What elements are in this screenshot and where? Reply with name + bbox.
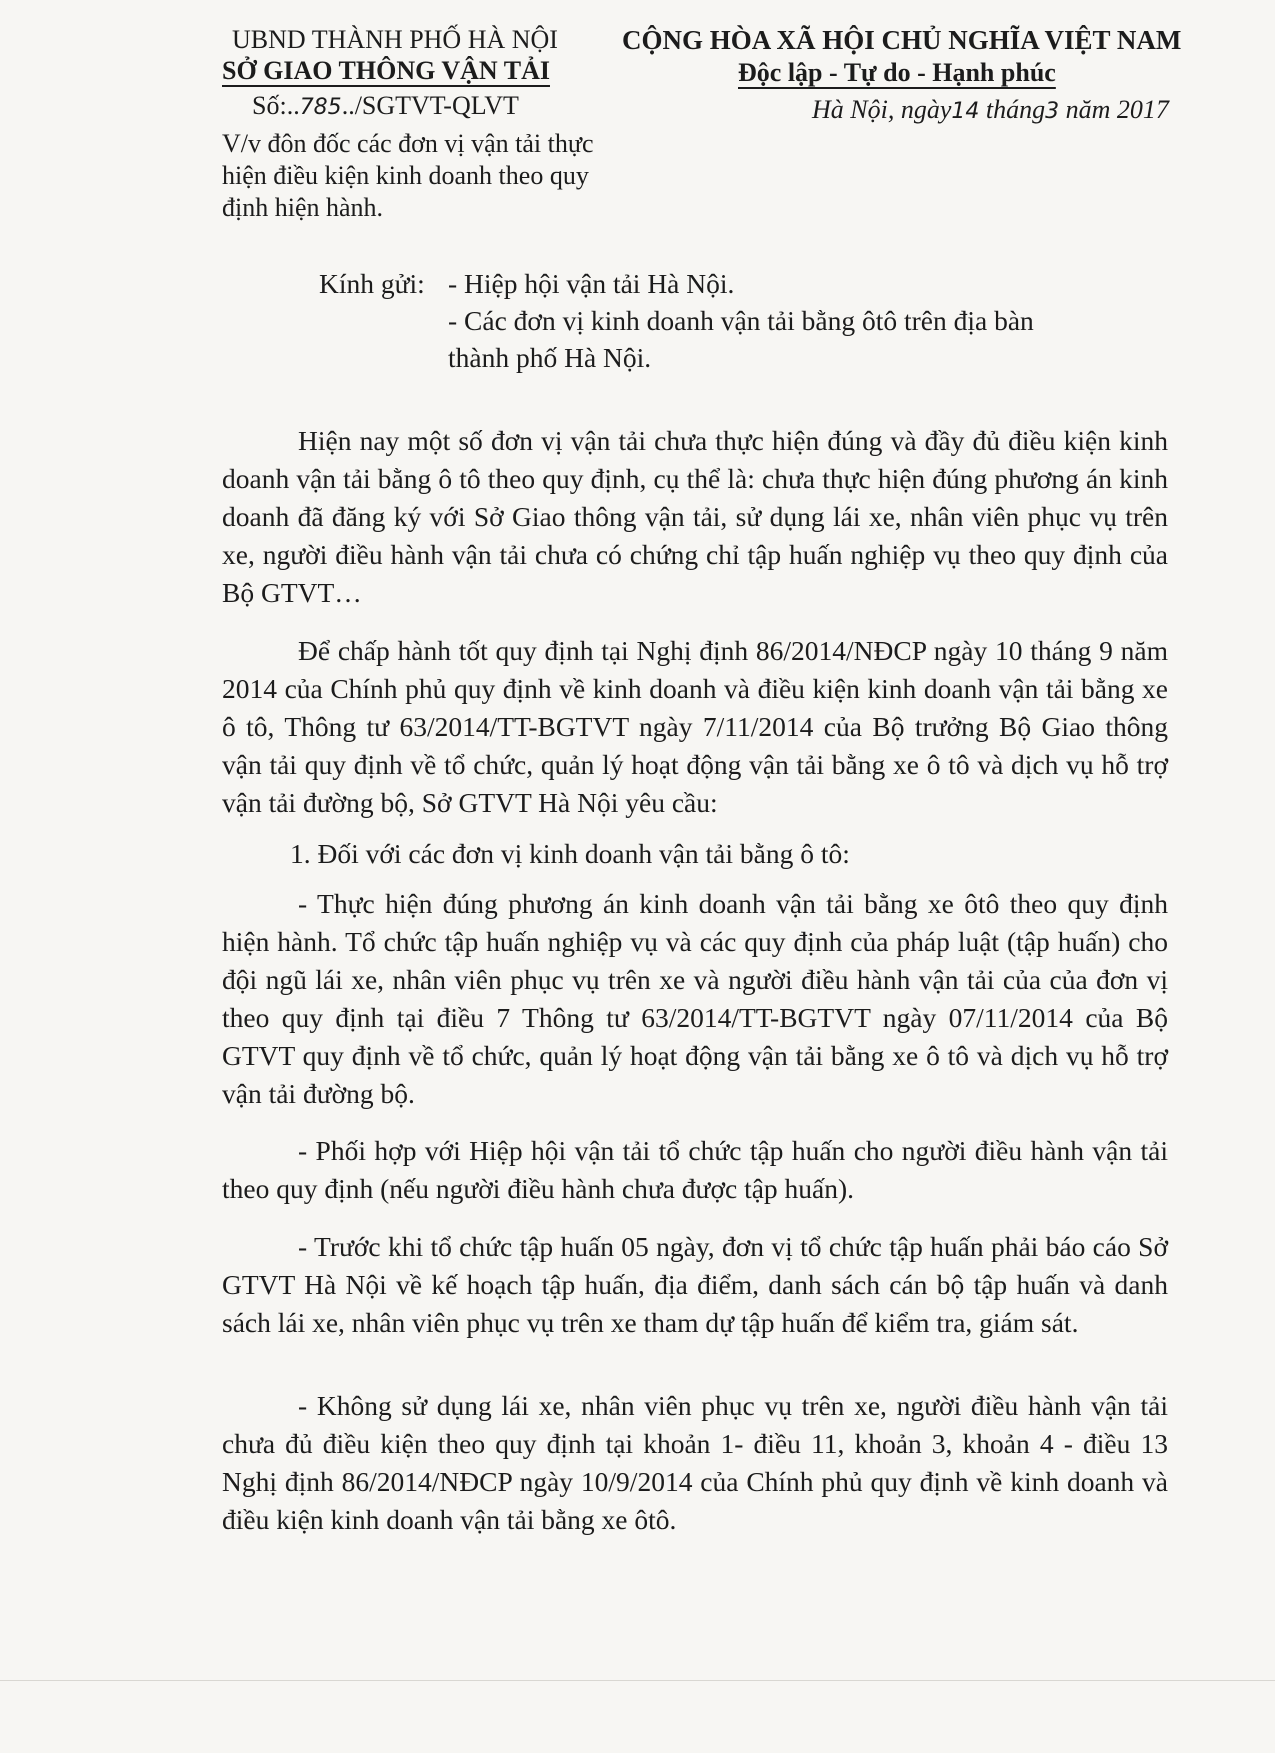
subject-line-3: định hiện hành. xyxy=(222,193,384,222)
page-bottom-edge xyxy=(0,1680,1275,1681)
issue-date-month-label: tháng xyxy=(985,95,1046,124)
document-number-handwritten: 785 xyxy=(299,95,342,120)
paragraph-2: Để chấp hành tốt quy định tại Nghị định 86/2014/NĐCP ngày 10 tháng 9 năm 2014 của Chính phủ quy định về kinh doanh và điều kiện kinh doanh vận tải bằng xe ô tô, Thông tư 63/2014/TT-BGTVT ngày 7/11/2014 của Bộ trưởng Bộ Giao thông vận tải quy định về tổ chức, quản lý hoạt động vận tải bằng xe ô tô và dịch vụ hỗ trợ vận tải đường bộ, Sở GTVT Hà Nội yêu cầu: xyxy=(222,635,1168,818)
item-1-heading: 1. Đối với các đơn vị kinh doanh vận tải bằng ô tô: xyxy=(290,838,850,869)
document-number-prefix: Số: xyxy=(252,91,287,120)
document-number: Số:..785../SGTVT-QLVT xyxy=(252,91,519,120)
paragraph-1: Hiện nay một số đơn vị vận tải chưa thực hiện đúng và đầy đủ điều kiện kinh doanh vận tải bằng ô tô theo quy định, cụ thể là: chưa thực hiện đúng phương án kinh doanh đã đăng ký với Sở Giao thông vận tải, sử dụng lái xe, nhân viên phục vụ trên xe, người điều hành vận tải chưa có chứng chỉ tập huấn nghiệp vụ theo quy định của Bộ GTVT… xyxy=(222,425,1168,608)
recipient-2-continued: thành phố Hà Nội. xyxy=(448,342,652,373)
issue-date-month: 3 xyxy=(1045,99,1060,124)
bullet-2: - Phối hợp với Hiệp hội vận tải tổ chức tập huấn cho người điều hành vận tải theo quy định (nếu người điều hành chưa được tập huấn). xyxy=(222,1135,1168,1204)
national-title: CỘNG HÒA XÃ HỘI CHỦ NGHĨA VIỆT NAM xyxy=(622,25,1182,55)
bullet-3: - Trước khi tổ chức tập huấn 05 ngày, đơn vị tổ chức tập huấn phải báo cáo Sở GTVT Hà Nội về kế hoạch tập huấn, địa điểm, danh sách cán bộ tập huấn và danh sách lái xe, nhân viên phục vụ trên xe tham dự tập huấn để kiểm tra, giám sát. xyxy=(222,1231,1168,1338)
issue-date-day: 14 xyxy=(951,99,980,124)
issuing-authority: UBND THÀNH PHỐ HÀ NỘI xyxy=(232,25,558,54)
recipient-1: - Hiệp hội vận tải Hà Nội. xyxy=(448,268,735,299)
subject-line-1: V/v đôn đốc các đơn vị vận tải thực xyxy=(222,129,594,158)
recipients-label: Kính gửi: xyxy=(319,268,425,299)
issue-date-year: năm 2017 xyxy=(1065,95,1169,124)
national-motto: Độc lập - Tự do - Hạnh phúc xyxy=(738,58,1056,87)
bullet-1: - Thực hiện đúng phương án kinh doanh vận tải bằng xe ôtô theo quy định hiện hành. Tổ chức tập huấn nghiệp vụ và các quy định của pháp luật (tập huấn) cho đội ngũ lái xe, nhân viên phục vụ trên xe và người điều hành vận tải của của đơn vị theo quy định tại điều 7 Thông tư 63/2014/TT-BGTVT ngày 07/11/2014 của Bộ GTVT quy định về tổ chức, quản lý hoạt động vận tải bằng xe ô tô và dịch vụ hỗ trợ vận tải đường bộ. xyxy=(222,888,1168,1109)
issue-date xyxy=(812,94,1169,128)
issue-date-prefix: Hà Nội, ngày xyxy=(812,95,952,124)
document-number-suffix: /SGTVT-QLVT xyxy=(354,91,519,120)
issuing-department: SỞ GIAO THÔNG VẬN TẢI xyxy=(222,56,550,85)
subject-line-2: hiện điều kiện kinh doanh theo quy xyxy=(222,161,589,190)
bullet-4: - Không sử dụng lái xe, nhân viên phục vụ trên xe, người điều hành vận tải chưa đủ điều kiện theo quy định tại khoản 1- điều 11, khoản 3, khoản 4 - điều 13 Nghị định 86/2014/NĐCP ngày 10/9/2014 của Chính phủ quy định về kinh doanh và điều kiện kinh doanh vận tải bằng xe ôtô. xyxy=(222,1390,1168,1535)
recipient-2: - Các đơn vị kinh doanh vận tải bằng ôtô trên địa bàn xyxy=(448,305,1034,336)
